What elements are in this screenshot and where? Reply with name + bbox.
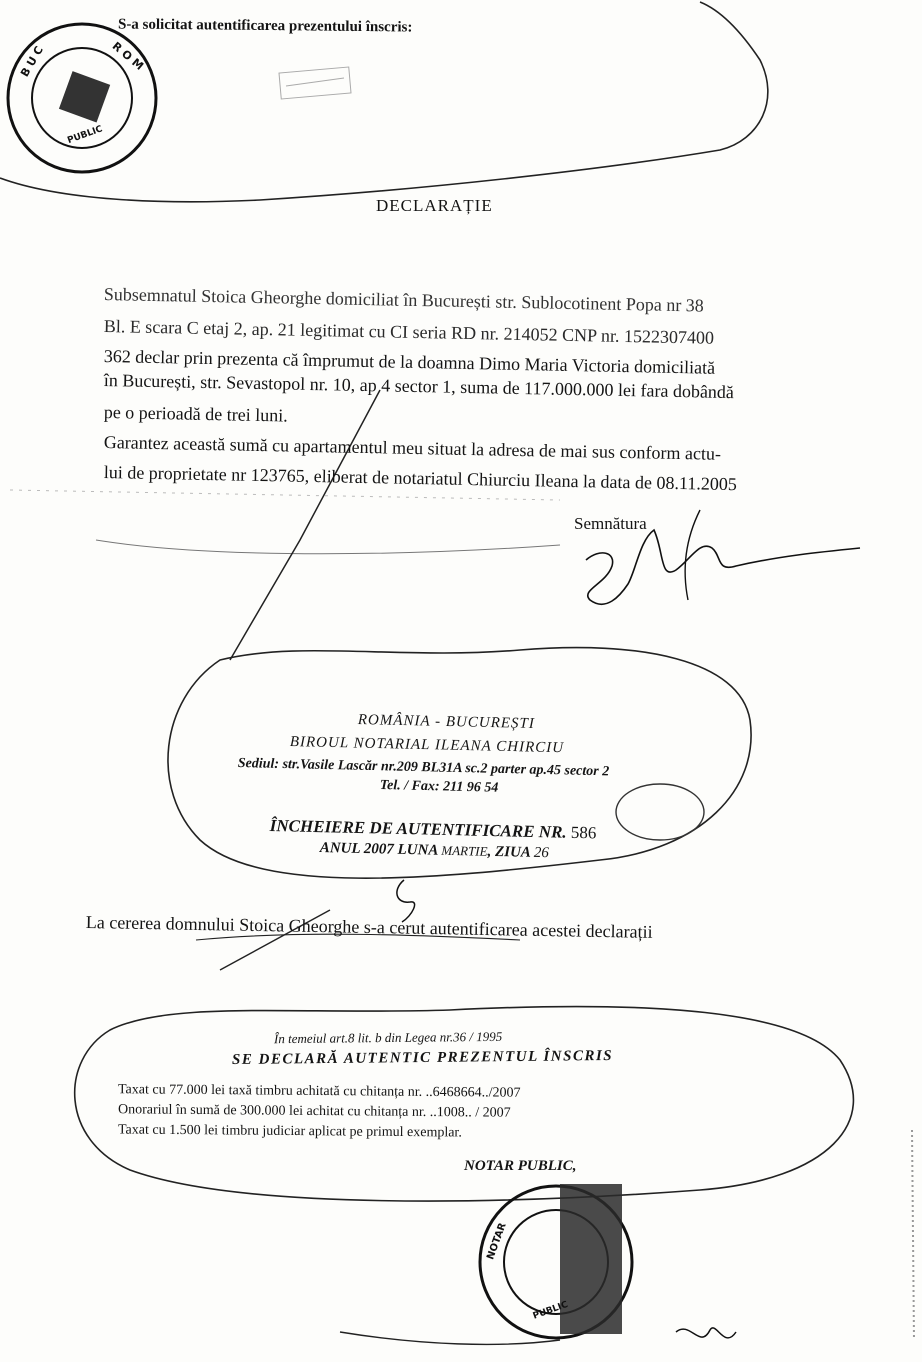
body-line: lui de proprietate nr 123765, eliberat de notariatul Chiurciu Ileana la data de 08.11.2005 — [103, 462, 738, 495]
body-line: 362 declar prin prezenta că împrumut de la doamna Dimo Maria Victoria domiciliată — [103, 346, 716, 378]
header-note: S-a solicitat autentificarea prezentului înscris: — [117, 16, 413, 36]
body-line: Bl. E scara C etaj 2, ap. 21 legitimat cu CI seria RD nr. 214052 CNP nr. 1522307400 — [103, 316, 715, 348]
number-circle — [616, 784, 704, 840]
year-value: 2007 — [363, 840, 395, 858]
svg-text:R O M: R O M — [109, 39, 146, 73]
body-line: Garantez această sumă cu apartamentul meu situat la adresa de mai sus conform actu- — [103, 432, 722, 464]
body-line: pe o perioadă de trei luni. — [103, 402, 288, 426]
conclusion-number: 586 — [570, 822, 597, 843]
day-value: 26 — [533, 844, 549, 862]
auth-declaration: SE DECLARĂ AUTENTIC PREZENTUL ÎNSCRIS — [231, 1048, 614, 1068]
auth-judicial-stamp: Taxat cu 1.500 lei timbru judiciar aplicat pe primul exemplar. — [117, 1122, 462, 1141]
svg-text:NOTAR: NOTAR — [485, 1221, 509, 1262]
auth-fee: Onorariul în sumă de 300.000 lei achitat cu chitanța nr. ..1008.. / 2007 — [117, 1102, 511, 1121]
small-stamp — [279, 67, 351, 99]
diagonal-strike — [230, 390, 380, 660]
page-title: DECLARAȚIE — [376, 196, 493, 215]
stamp-line-date: ANUL 2007 LUNA MARTIE, ZIUA 26 — [319, 840, 549, 862]
svg-text:PUBLIC: PUBLIC — [531, 1299, 570, 1322]
faint-curve — [96, 540, 560, 554]
auth-legal-basis: În temeiul art.8 lit. b din Legea nr.36 / 1995 — [273, 1028, 503, 1047]
day-label: ZIUA — [494, 843, 531, 861]
body-line: în București, str. Sevastopol nr. 10, ap 4 sector 1, suma de 117.000.000 lei fara dobândă — [103, 370, 735, 403]
faint-line — [10, 490, 560, 500]
body-line: Subsemnatul Stoica Gheorghe domiciliat în București str. Sublocotinent Popa nr 38 — [103, 284, 704, 316]
stamp-line-country: ROMÂNIA - BUCUREȘTI — [357, 712, 536, 733]
month-label: LUNA — [397, 841, 438, 859]
signature-label: Semnătura — [574, 514, 647, 533]
seal-top-left — [8, 24, 156, 172]
svg-text:B U C: B U C — [18, 44, 46, 80]
stamp-line-phone: Tel. / Fax: 211 96 54 — [379, 778, 499, 796]
svg-text:PUBLIC: PUBLIC — [66, 124, 104, 147]
stamp-line-address: Sediul: str.Vasile Lascăr nr.209 BL31A sc.2 parter ap.45 sector 2 — [237, 756, 610, 780]
stamp-line-office: BIROUL NOTARIAL ILEANA CHIRCIU — [289, 734, 565, 757]
request-line: La cererea domnului Stoica Gheorghe s-a cerut autentificarea acestei declarații — [85, 912, 653, 942]
hand-mark — [397, 880, 415, 922]
handwriting-mark — [676, 1328, 736, 1338]
month-value: MARTIE — [441, 842, 488, 859]
year-label: ANUL — [319, 840, 361, 857]
auth-tax-stamp: Taxat cu 77.000 lei taxă timbru achitată cu chitanța nr. ..6468664../2007 — [117, 1082, 521, 1101]
signature-mark — [586, 530, 860, 604]
edge-noise — [912, 1130, 914, 1340]
conclusion-label: ÎNCHEIERE DE AUTENTIFICARE NR. — [269, 816, 567, 842]
auth-notary-label: NOTAR PUBLIC, — [464, 1158, 577, 1174]
seal-bottom — [480, 1184, 632, 1338]
